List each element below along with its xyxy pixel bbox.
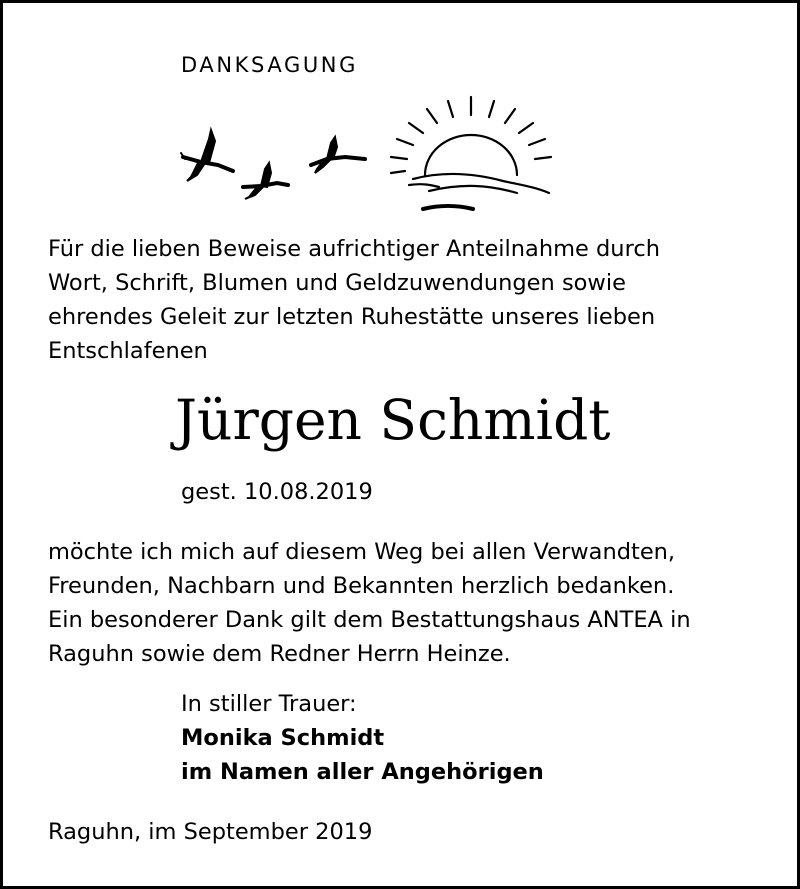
sun-icon [391,97,551,175]
thanks-text [48,535,778,671]
signature-intro: In stiller Trauer: [181,691,357,717]
intro-line: Wort, Schrift, Blumen und Geldzuwendungen sowie [48,270,626,296]
intro-line: ehrendes Geleit zur letzten Ruhestätte unseres lieben [48,304,656,330]
thanks-line: Ein besonderer Dank gilt dem Bestattungshaus ANTEA in [48,607,691,633]
death-date: gest. 10.08.2019 [181,479,373,505]
hills-icon [409,174,549,209]
flying-birds-sunset-icon [173,87,553,222]
signature-name: Monika Schmidt [181,725,385,751]
place-date: Raguhn, im September 2019 [48,819,373,845]
bird-icon [311,137,365,173]
thanks-line: Freunden, Nachbarn und Bekannten herzlich bedanken. [48,573,675,599]
signature-relatives: im Namen aller Angehörigen [181,759,544,785]
signature-block [181,687,544,789]
bird-icon [243,163,288,199]
intro-line: Für die lieben Beweise aufrichtiger Anteilnahme durch [48,236,660,262]
notice-heading: DANKSAGUNG [181,53,358,77]
thanks-line: Raguhn sowie dem Redner Herrn Heinze. [48,641,511,667]
bird-icon [181,130,233,181]
intro-line: Entschlafenen [48,338,208,364]
thanks-line: möchte ich mich auf diesem Weg bei allen Verwandten, [48,539,676,565]
deceased-name: Jürgen Schmidt [175,388,611,452]
intro-text [48,232,778,368]
